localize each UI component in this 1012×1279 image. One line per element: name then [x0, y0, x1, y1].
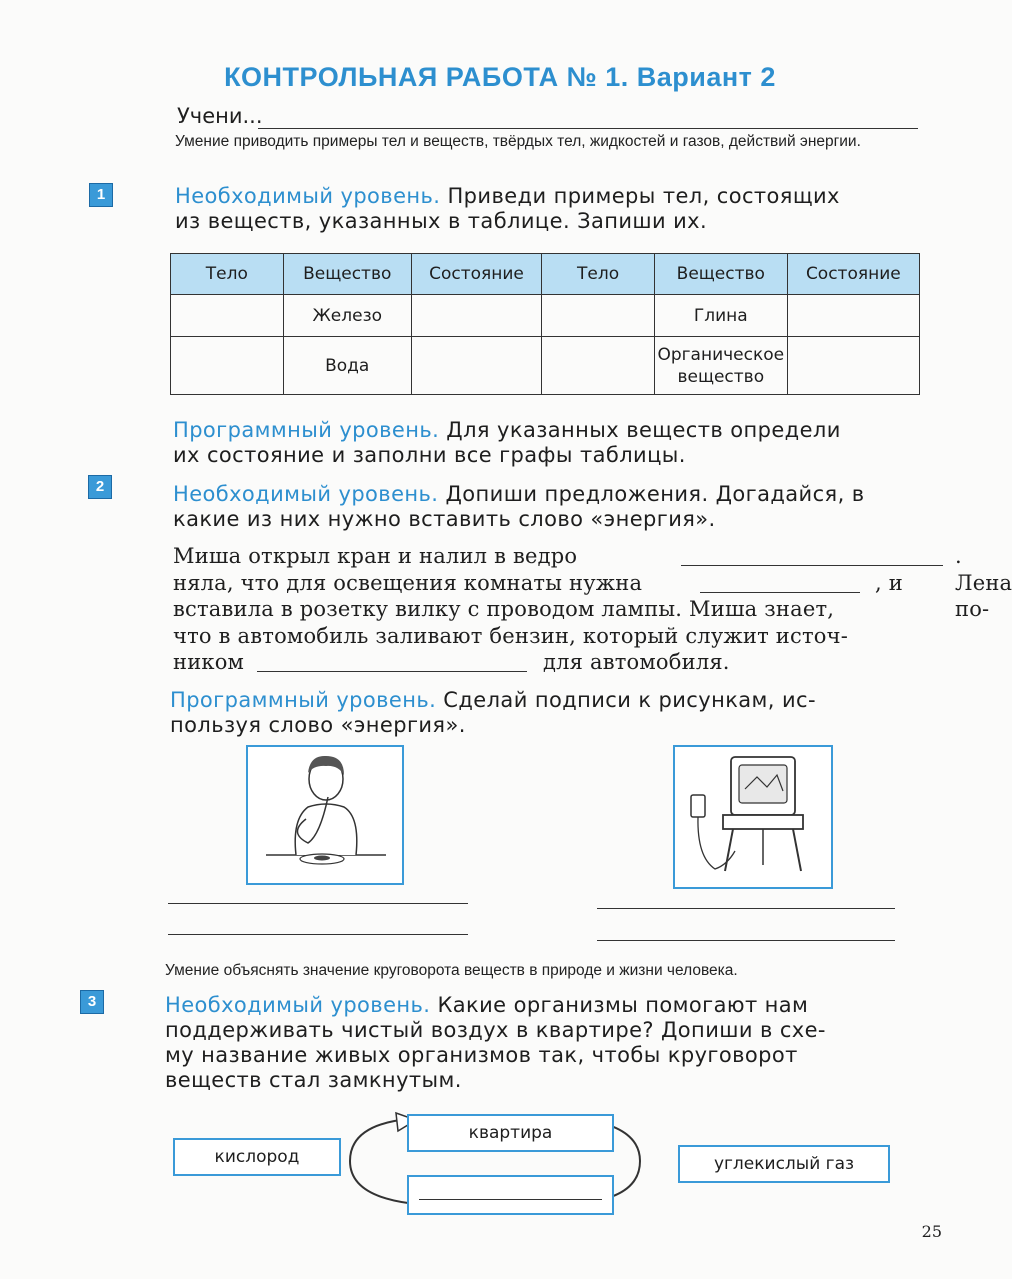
table-cell-input[interactable]: [171, 337, 284, 395]
table-header-cell: Вещество: [283, 254, 411, 295]
table-header-cell: Тело: [542, 254, 655, 295]
table-cell: Глина: [654, 295, 787, 337]
table-cell-input[interactable]: [787, 295, 919, 337]
task2-program-line2: пользуя слово «энергия».: [170, 713, 466, 737]
page-number: 25: [921, 1222, 942, 1241]
task2-paragraph: [173, 543, 1012, 676]
caption-line[interactable]: [168, 934, 468, 935]
table-cell-input[interactable]: [542, 337, 655, 395]
fill-blank-2[interactable]: [700, 570, 860, 593]
paragraph-line: вставила в розетку вилку с проводом лампы. Миша знает,: [173, 597, 835, 621]
task3-line2: поддерживать чистый воздух в квартире? Допиши в схе-: [165, 1018, 826, 1042]
task3-level-required: Необходимый уровень.: [165, 993, 431, 1017]
student-name-line[interactable]: [258, 128, 918, 129]
paragraph-line: Миша открыл кран и налил в ведро: [173, 544, 578, 568]
task2-text: [173, 482, 920, 532]
tv-icon: [675, 747, 831, 887]
task3-line1: Какие организмы помогают нам: [437, 993, 809, 1017]
paragraph-line: ником: [173, 650, 245, 674]
skill-statement-1: Умение приводить примеры тел и веществ, твёрдых тел, жидкостей и газов, действий энергии.: [175, 133, 861, 150]
paragraph-line: няла, что для освещения комнаты нужна: [173, 570, 643, 595]
caption-line[interactable]: [597, 940, 895, 941]
table-header-row: [171, 254, 920, 295]
task1-level-required: Необходимый уровень.: [175, 184, 441, 208]
task1-program-line2: их состояние и заполни все графы таблицы.: [173, 443, 686, 467]
scheme-box-organisms-input[interactable]: [407, 1175, 614, 1215]
task1-program-text: [173, 418, 920, 468]
substances-table: [170, 253, 920, 395]
table-cell: Железо: [283, 295, 411, 337]
table-cell-input[interactable]: [411, 337, 541, 395]
table-cell-input[interactable]: [542, 295, 655, 337]
picture-boy-eating: [246, 745, 404, 885]
task-number-2: 2: [88, 475, 112, 499]
table-row: [171, 295, 920, 337]
task2-level-program: Программный уровень.: [170, 688, 437, 712]
table-cell-input[interactable]: [787, 337, 919, 395]
fill-blank-1[interactable]: [681, 543, 943, 566]
skill-statement-3: Умение объяснять значение круговорота веществ в природе и жизни человека.: [165, 962, 738, 979]
caption-line[interactable]: [168, 903, 468, 904]
scheme-box-oxygen: кислород: [173, 1138, 341, 1176]
task-number-3: 3: [80, 990, 104, 1014]
task1-level-program: Программный уровень.: [173, 418, 440, 442]
caption-line[interactable]: [597, 908, 895, 909]
table-header-cell: Тело: [171, 254, 284, 295]
scheme-box-apartment: квартира: [407, 1114, 614, 1152]
task2-program-line1: Сделай подписи к рисункам, ис-: [443, 688, 816, 712]
table-cell: Вода: [283, 337, 411, 395]
paragraph-line: . Лена по-: [955, 544, 1012, 621]
task-number-1: 1: [89, 183, 113, 207]
task2-program-text: [170, 688, 920, 738]
task1-text: [175, 184, 920, 234]
task1-line1: Приведи примеры тел, состоящих: [447, 184, 840, 208]
paragraph-line: , и: [875, 570, 903, 595]
task2-line1: Допиши предложения. Догадайся, в: [445, 482, 865, 506]
answer-line: [419, 1199, 602, 1200]
table-cell-input[interactable]: [411, 295, 541, 337]
table-header-cell: Состояние: [787, 254, 919, 295]
table-cell: Органическое вещество: [654, 337, 787, 395]
task3-line3: му название живых организмов так, чтобы круговорот: [165, 1043, 798, 1067]
paragraph-line: для автомобиля.: [543, 650, 730, 674]
task3-text: [165, 993, 913, 1093]
table-header-cell: Вещество: [654, 254, 787, 295]
table-row: [171, 337, 920, 395]
picture-tv: [673, 745, 833, 889]
paragraph-line: что в автомобиль заливают бензин, который служит источ-: [173, 623, 849, 648]
scheme-box-co2: углекислый газ: [678, 1145, 890, 1183]
table-header-cell: Состояние: [411, 254, 541, 295]
task2-line2: какие из них нужно вставить слово «энергия».: [173, 507, 716, 531]
boy-eating-icon: [248, 747, 402, 883]
task1-program-line1: Для указанных веществ определи: [446, 418, 841, 442]
table-cell-input[interactable]: [171, 295, 284, 337]
fill-blank-3[interactable]: [257, 649, 527, 672]
task1-line2: из веществ, указанных в таблице. Запиши их.: [175, 209, 708, 233]
student-label: Учени...: [177, 104, 263, 128]
task2-level-required: Необходимый уровень.: [173, 482, 439, 506]
page-title: КОНТРОЛЬНАЯ РАБОТА № 1. Вариант 2: [224, 62, 776, 92]
task3-line4: веществ стал замкнутым.: [165, 1068, 462, 1092]
